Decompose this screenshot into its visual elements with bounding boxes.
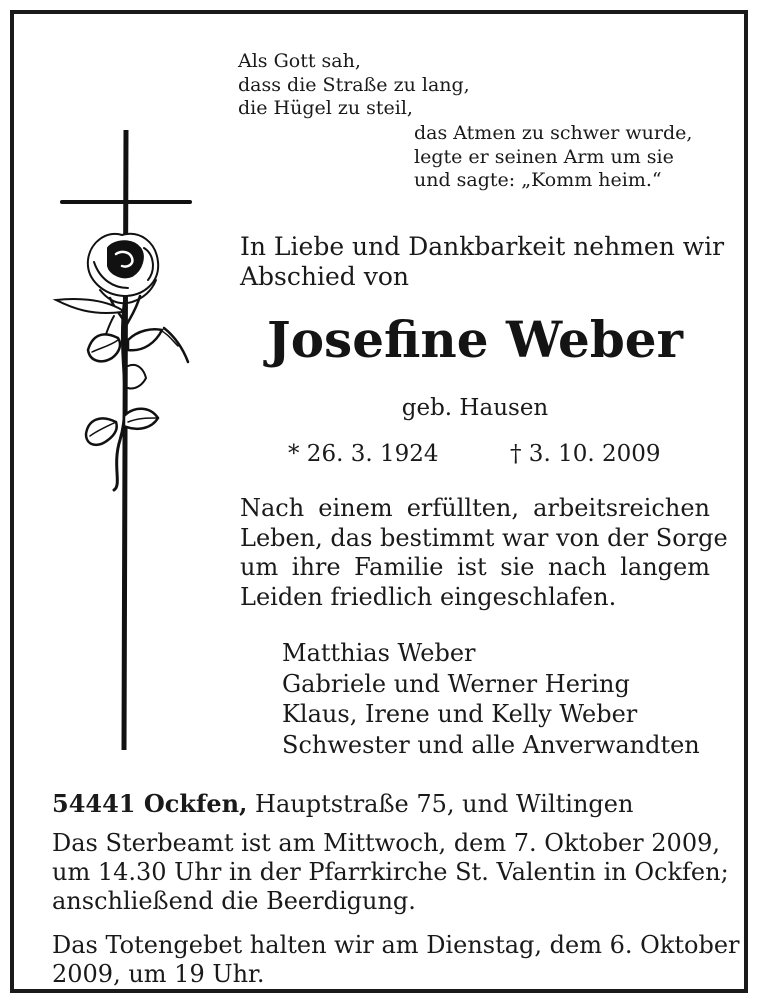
address-street: Hauptstraße 75, und Wiltingen [247, 790, 634, 818]
funeral-line: Das Sterbeamt ist am Mittwoch, dem 7. Oktober 2009, [52, 829, 720, 857]
funeral-line: anschließend die Beerdigung. [52, 887, 416, 915]
life-description [240, 494, 728, 612]
description-line: Nach einem erfüllten, arbeitsreichen [240, 494, 710, 522]
description-line: um ihre Familie ist sie nach langem [240, 553, 710, 581]
intro-line: In Liebe und Dankbarkeit nehmen wir [240, 232, 725, 261]
poem-line: dass die Straße zu lang, [238, 73, 470, 96]
poem-left [238, 50, 470, 121]
cross-with-rose-icon [52, 130, 212, 750]
address [52, 789, 633, 819]
prayer-line: Das Totengebet halten wir am Dienstag, dem 6. Oktober [52, 931, 740, 959]
mourner: Klaus, Irene und Kelly Weber [282, 700, 638, 728]
intro-line: Abschied von [240, 262, 410, 291]
funeral-line: um 14.30 Uhr in der Pfarrkirche St. Valentin in Ockfen; [52, 858, 729, 886]
prayer-line: 2009, um 19 Uhr. [52, 960, 265, 988]
description-line: Leiden friedlich eingeschlafen. [240, 582, 617, 611]
poem-line: Als Gott sah, [238, 50, 361, 72]
poem-line: das Atmen zu schwer wurde, [414, 122, 693, 144]
mourner: Gabriele und Werner Hering [282, 669, 630, 698]
address-place: 54441 Ockfen, [52, 789, 248, 818]
prayer-info [52, 931, 740, 989]
birth-date: * 26. 3. 1924 [288, 441, 439, 467]
description-line: Leben, das bestimmt war von der Sorge [240, 523, 728, 552]
funeral-info [52, 829, 729, 916]
mourner: Matthias Weber [282, 639, 476, 667]
poem-right [414, 122, 692, 193]
mourner: Schwester und alle Anverwandten [282, 730, 700, 759]
deceased-name: Josefine Weber [267, 310, 683, 369]
poem-line: die Hügel zu steil, [238, 97, 413, 119]
maiden-name: geb. Hausen [401, 395, 549, 421]
intro-text [240, 232, 725, 292]
mourners-list [282, 638, 700, 760]
poem-line: und sagte: „Komm heim.“ [414, 169, 662, 191]
obituary-notice [10, 10, 748, 993]
poem-line: legte er seinen Arm um sie [414, 145, 674, 168]
death-date: † 3. 10. 2009 [510, 441, 661, 467]
